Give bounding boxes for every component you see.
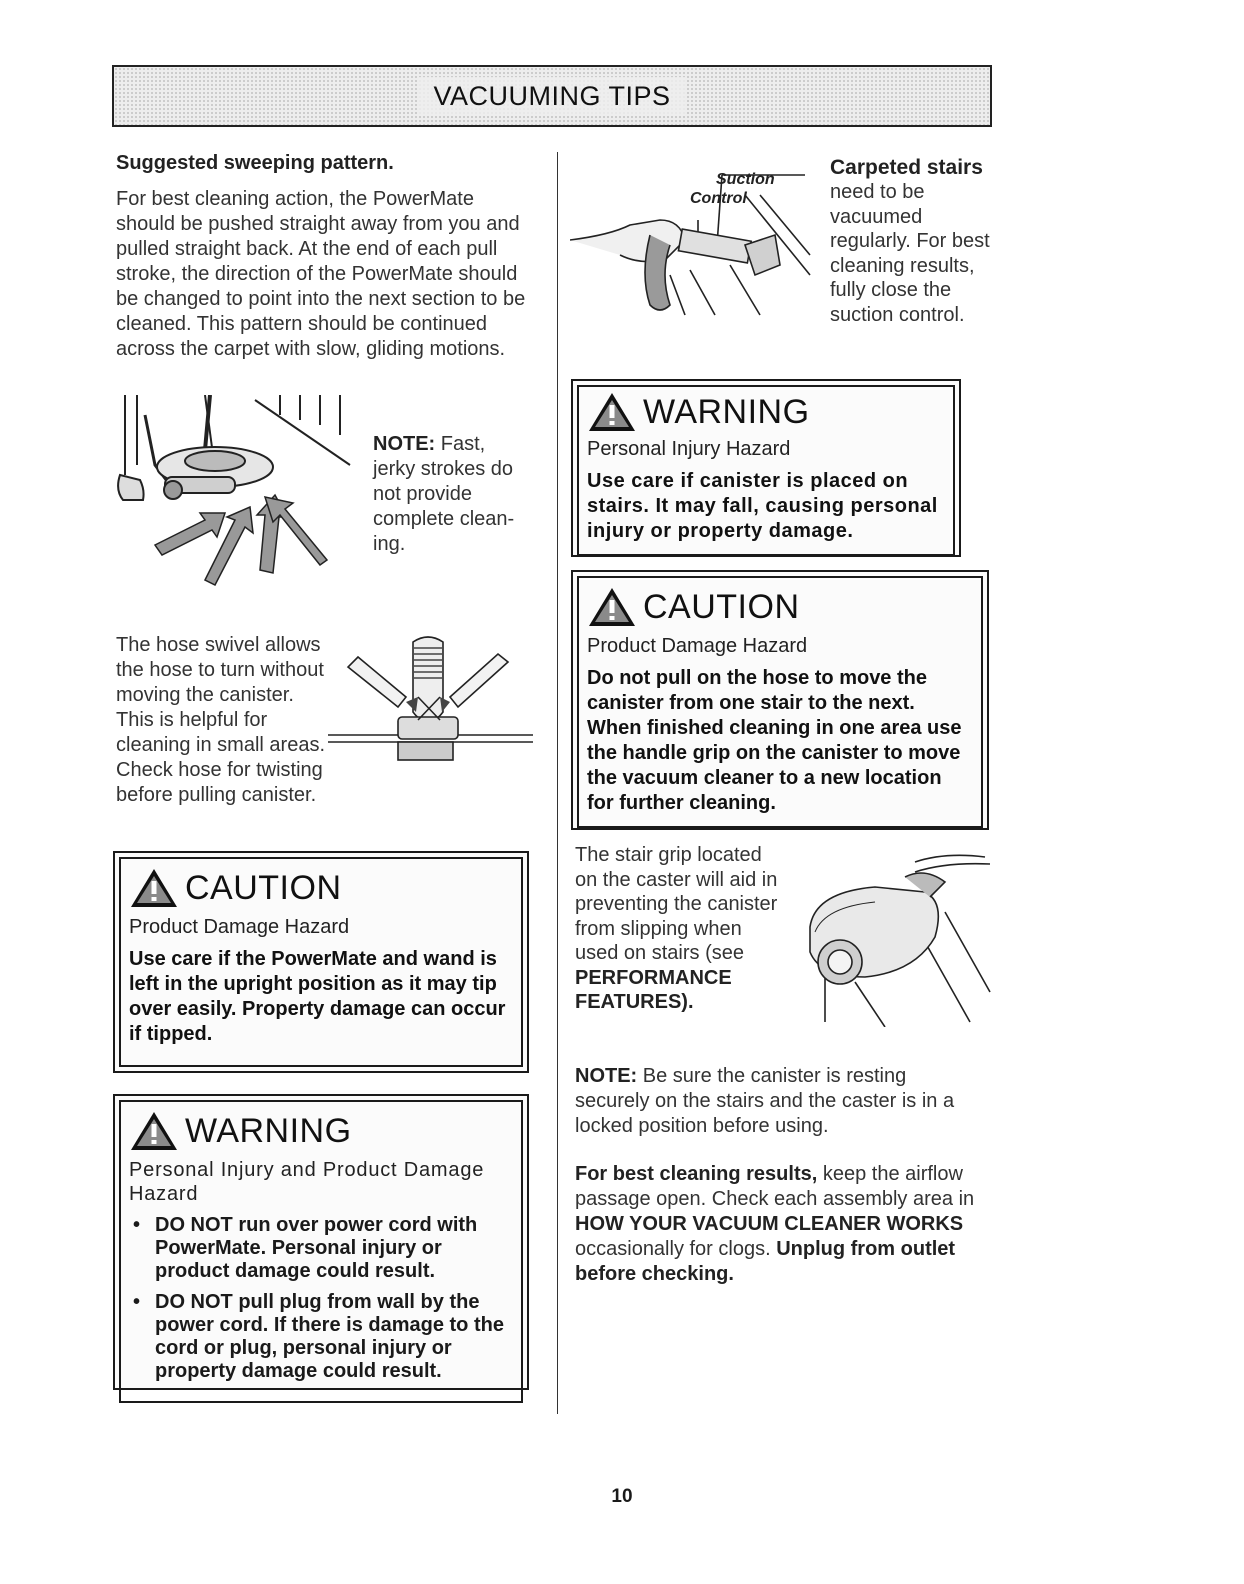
hose-swivel-illustration: [328, 632, 533, 772]
warning-bullet-list: [129, 1214, 513, 1383]
stair-grip-reference: PERFORMANCE FEATURES).: [575, 966, 732, 1013]
caution-body: Use care if the PowerMate and wand is left in the upright position as it may tip over easily. Property damage can occur if tipped.: [129, 948, 506, 1045]
best-cleaning-lead: For best cleaning results,: [575, 1163, 818, 1185]
caution-signal-word: CAUTION: [643, 587, 800, 626]
stair-grip-body: The stair grip located on the caster will aid in preventing the canister from slipping when used on stairs (see: [575, 844, 778, 964]
warning-box-power-cord: [113, 1094, 529, 1390]
caution-box-tipping: [113, 851, 529, 1073]
title-bar: [112, 65, 992, 127]
caution-box-hose-pull: [571, 570, 989, 830]
note-text: Be sure the canister is resting securely on the stairs and the caster is in a locked position before using.: [575, 1065, 955, 1137]
column-divider: [557, 152, 558, 1414]
page-title: VACUUMING TIPS: [419, 77, 684, 116]
warning-body: Use care if canister is placed on stairs. It may fall, causing personal injury or property damage.: [587, 470, 938, 542]
note-text: Fast, jerky strokes do not provide complete clean-ing.: [373, 433, 515, 555]
warning-triangle-icon: [587, 586, 637, 628]
suction-label-line2: Control: [690, 190, 747, 207]
suction-label-line1: Suction: [716, 171, 775, 188]
stairs-heading: Carpeted stairs: [830, 156, 983, 179]
warning-triangle-icon: [129, 867, 179, 909]
suction-control-label: [690, 170, 775, 208]
warning-triangle-icon: [587, 391, 637, 433]
warning-signal-word: WARNING: [185, 1111, 352, 1150]
caution-body: Do not pull on the hose to move the canister from one stair to the next. When finished cleaning in one area use the handle grip on the canister to move the vacuum cleaner to a new location for further cleaning.: [587, 667, 962, 814]
best-cleaning-text: keep the airflow passage open. Check each assembly area in: [575, 1163, 975, 1210]
warning-hazard: Personal Injury and Product Damage Hazard: [129, 1159, 485, 1205]
note-fast-strokes: [373, 432, 533, 557]
note-canister-resting: [575, 1064, 975, 1139]
best-cleaning-reference: HOW YOUR VACUUM CLEANER WORKS: [575, 1213, 964, 1235]
caution-hazard: Product Damage Hazard: [129, 916, 350, 938]
canister-stairs-illustration: [795, 852, 995, 1027]
page-number: 10: [611, 1486, 633, 1507]
caution-hazard: Product Damage Hazard: [587, 635, 808, 657]
sweeping-heading: Suggested sweeping pattern.: [116, 152, 394, 174]
best-cleaning-paragraph: [575, 1162, 980, 1287]
caution-signal-word: CAUTION: [185, 868, 342, 907]
warning-box-stairs: [571, 379, 961, 557]
powermate-sweep-illustration: [115, 395, 355, 595]
best-cleaning-unplug: Unplug from outlet before checking.: [575, 1238, 956, 1285]
warning-bullet: • DO NOT pull plug from wall by the power cord. If there is damage to the cord or plug, personal injury or property damage could result.: [129, 1291, 513, 1383]
note-label: NOTE:: [575, 1065, 638, 1087]
stairs-text: need to be vacuumed regularly. For best cleaning results, fully close the suction control.: [830, 181, 990, 326]
best-cleaning-text-2: occasionally for clogs.: [575, 1238, 771, 1260]
warning-hazard: Personal Injury Hazard: [587, 438, 791, 460]
note-label: NOTE:: [373, 433, 436, 455]
warning-signal-word: WARNING: [643, 392, 810, 431]
stair-grip-text: [575, 843, 785, 1015]
hose-swivel-text: The hose swivel allows the hose to turn without moving the canister. This is helpful for cleaning in small areas. Check hose for twisting before pulling canister.: [116, 634, 325, 806]
sweeping-paragraph: For best cleaning action, the PowerMate should be pushed straight away from you and pulled straight back. At the end of each pull stroke, the direction of the PowerMate should be changed to point into the next section to be cleaned. This pattern should be continued across the carpet with slow, gliding motions.: [116, 188, 526, 360]
warning-triangle-icon: [129, 1110, 179, 1152]
warning-bullet: • DO NOT run over power cord with PowerMate. Personal injury or product damage could result.: [129, 1214, 513, 1283]
